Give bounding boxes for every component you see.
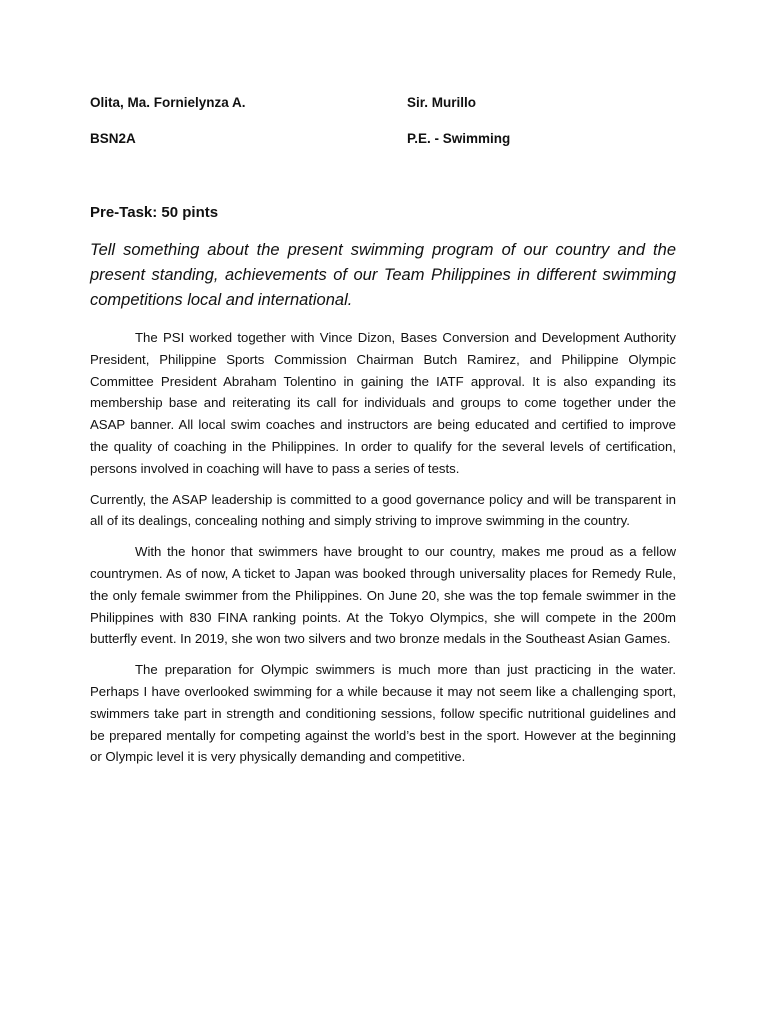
- paragraph-achievements: With the honor that swimmers have brought to our country, makes me proud as a fellow countrymen. As of now, A ticket to Japan was booked through universality places for Remedy Rule, the only female swimmer from the Philippines. On June 20, she was the top female swimmer in the Philippines with 830 FINA ranking points. At the Tokyo Olympics, she will compete in the 200m butterfly event. In 2019, she won two silvers and two bronze medals in the Southeast Asian Games.: [90, 544, 676, 647]
- pretask-title: Pre-Task: 50 pints: [90, 204, 219, 221]
- paragraph-psi: The PSI worked together with Vince Dizon, Bases Conversion and Development Authority President, Philippine Sports Commission Chairman Butch Ramirez, and Philippine Olympic Committee President Abraham Tolentino in gaining the IATF approval. It is also expanding its membership base and reiterating its call for individuals and groups to come together under the ASAP banner. All local swim coaches and instructors are being educated and certified to improve the quality of coaching in the Philippines. In order to qualify for the several levels of certification, persons involved in coaching will have to pass a series of tests.: [90, 330, 676, 476]
- student-name: Olita, Ma. Fornielynza A.: [90, 95, 246, 110]
- teacher-name: Sir. Murillo: [407, 95, 477, 110]
- paragraph-preparation: The preparation for Olympic swimmers is much more than just practicing in the water. Perhaps I have overlooked swimming for a while because it may not seem like a challenging sport, swimmers take part in strength and conditioning sessions, follow specific nutritional guidelines and be prepared mentally for competing against the world’s best in the sport. However at the beginning or Olympic level it is very physically demanding and competitive.: [90, 662, 676, 765]
- pretask-prompt: Tell something about the present swimming program of our country and the present standing, achievements of our Team Philippines in different swimming competitions local and international.: [90, 241, 676, 309]
- paragraph-asap: Currently, the ASAP leadership is committed to a good governance policy and will be transparent in all of its dealings, concealing nothing and simply striving to improve swimming in the country.: [90, 491, 676, 529]
- essay-body: [90, 327, 676, 777]
- course-section: BSN2A: [90, 131, 136, 146]
- subject-name: P.E. - Swimming: [407, 131, 511, 146]
